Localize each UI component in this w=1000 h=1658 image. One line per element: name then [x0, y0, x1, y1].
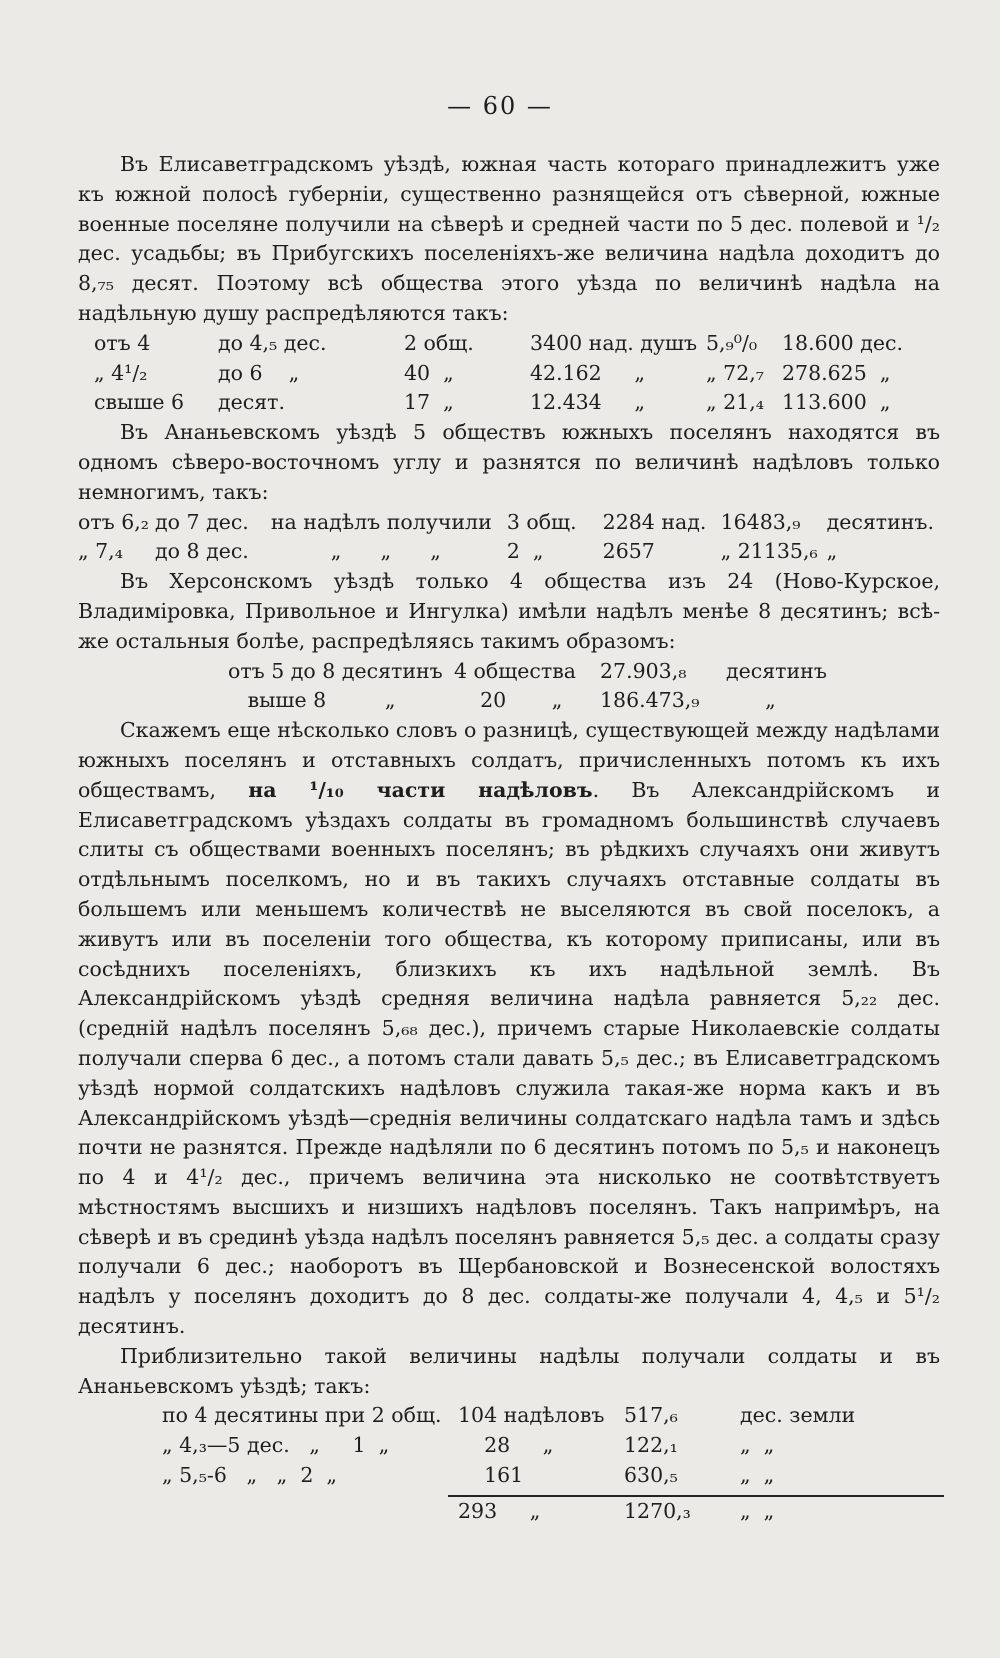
table-ananiev-soldiers: [162, 1401, 861, 1490]
table-row: „ 4¹/₂ до 6 „ 40 „ 42.162 „ „ 72,₇ 278.625 „: [94, 360, 891, 385]
table-row: „ 4,₃—5 дес. „ 1 „ 28 „ 122,₁ „ „: [162, 1433, 775, 1458]
table-row: свыше 6 десят. 17 „ 12.434 „ „ 21,₄ 113.600 „: [94, 390, 891, 415]
paragraph-soldiers: Скажемъ еще нѣсколько словъ о разницѣ, существующей между надѣлами южныхъ поселянъ и отставныхъ солдатъ, причисленныхъ потомъ къ ихъ обществамъ, на ¹/₁₀ части надѣловъ. Въ Александрійскомъ и Елисаветградскомъ уѣздахъ солдаты въ громадномъ большинствѣ случаевъ слиты съ обществами военныхъ поселянъ; въ рѣдкихъ случаяхъ они живутъ отдѣльнымъ поселкомъ, но и въ такихъ случаяхъ отставные солдаты въ большемъ или меньшемъ количествѣ не выселяются въ свой поселокъ, а живутъ или въ поселеніи того общества, къ которому приписаны, или въ сосѣднихъ поселеніяхъ, близкихъ къ ихъ надѣльной землѣ. Въ Александрійскомъ уѣздѣ средняя величина надѣла равняется 5,₂₂ дес. (средній надѣлъ поселянъ 5,₆₈ дес.), причемъ старые Николаевскіе солдаты получали сперва 6 дес., а потомъ стали давать 5,₅ дес.; въ Елисаветградскомъ уѣздѣ нормой солдатскихъ надѣловъ служила такая-же норма какъ и въ Александрійскомъ уѣздѣ—среднія величины солдатскаго надѣла тамъ и здѣсь почти не разнятся. Прежде надѣляли по 6 десятинъ потомъ по 5,₅ и наконецъ по 4 и 4¹/₂ дес., причемъ величина эта нисколько не соотвѣтствуетъ мѣстностямъ высшихъ и низшихъ надѣловъ поселянъ. Такъ напримѣръ, на сѣверѣ и въ срединѣ уѣзда надѣлъ поселянъ равняется 5,₅ дес. а солдаты сразу получали 6 дес.; наоборотъ въ Щербановской и Вознесенской волостяхъ надѣлъ у поселянъ доходитъ до 8 дес. солдаты-же получали 4, 4,₅ и 5¹/₂ десятинъ.: [78, 718, 941, 1339]
table-row: выше 8 „ 20 „ 186.473,₉ „: [247, 688, 776, 713]
table-kherson-allotments: [228, 657, 833, 717]
paragraph-kherson: Въ Херсонскомъ уѣздѣ только 4 общества изъ 24 (Ново-Курское, Владиміровка, Привольное и Ингулка) имѣли надѣлъ менѣе 8 десятинъ; всѣ-же остальныя болѣе, распредѣляясь такимъ образомъ:: [78, 569, 940, 653]
table-row-total: 293 „ 1270,₃ „ „: [458, 1498, 775, 1523]
page-body: [78, 150, 940, 1527]
table-row: „ 7,₄ до 8 дес. „ „ „ 2 „ 2657 „ 21135,₆ „: [78, 539, 838, 564]
emphasis-tenth-part: на ¹/₁₀ части надѣловъ: [248, 777, 593, 802]
paragraph-elisavetgrad: Въ Елисаветградскомъ уѣздѣ, южная часть котораго принадлежитъ уже къ южной полосѣ губерніи, существенно разнящейся отъ сѣверной, южные военные поселяне получили на сѣверѣ и средней части по 5 дес. полевой и ¹/₂ дес. усадьбы; въ Прибугскихъ поселеніяхъ-же величина надѣла доходитъ до 8,₇₅ десят. Поэтому всѣ общества этого уѣзда по величинѣ надѣла на надѣльную душу распредѣляются такъ:: [78, 152, 940, 325]
table-ananiev-soldiers-total: [162, 1497, 780, 1527]
paragraph-ananiev: Въ Ананьевскомъ уѣздѣ 5 обществъ южныхъ поселянъ находятся въ одномъ сѣверо-восточномъ углу и разнятся по величинѣ надѣловъ только немногимъ, такъ:: [78, 420, 940, 504]
table-row: по 4 десятины при 2 общ. 104 надѣловъ 517,₆ дес. земли: [162, 1403, 856, 1428]
paragraph-ananiev-soldiers: Приблизительно такой величины надѣлы получали солдаты и въ Ананьевскомъ уѣздѣ; такъ:: [78, 1343, 940, 1398]
table-ananiev-allotments: [78, 508, 940, 568]
table-row: „ 5,₅-6 „ „ 2 „ 161 630,₅ „ „: [162, 1463, 775, 1488]
table-elisavetgrad-allotments: [94, 329, 909, 418]
table-row: отъ 6,₂ до 7 дес. на надѣлъ получили 3 общ. 2284 над. 16483,₉ десятинъ.: [78, 509, 934, 534]
page-number: — 60 —: [447, 92, 553, 120]
table-row: отъ 5 до 8 десятинъ 4 общества 27.903,₈ десятинъ: [228, 658, 827, 683]
table-row: отъ 4 до 4,₅ дес. 2 общ. 3400 над. душъ 5,₉⁰/₀ 18.600 дес.: [94, 330, 903, 355]
